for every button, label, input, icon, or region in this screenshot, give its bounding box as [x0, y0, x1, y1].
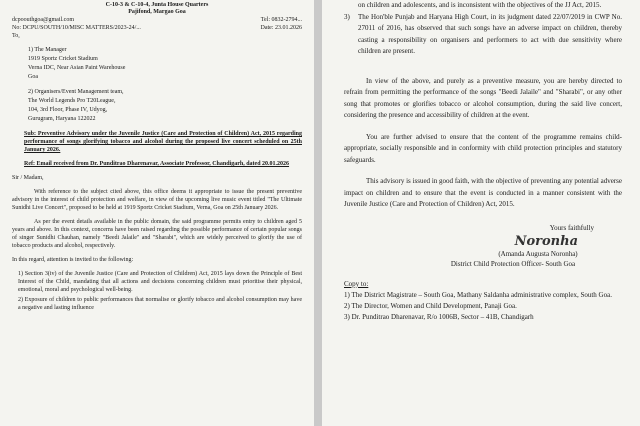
paragraph-advice: You are further advised to ensure that the content of the programme remains child-appropriate, socially responsible and in conformity with child protection principles and statutory safeguards. [344, 132, 622, 164]
addressee-line: Goa [28, 74, 38, 80]
continued-text: on children and adolescents, and is inconsistent with the objectives of the JJ Act, 2015. [358, 1, 602, 9]
reference-number: No: DCPU/SOUTH/10/MISC MATTERS/2023-24/... [12, 25, 141, 31]
letter-date: Date: 23.01.2026 [260, 25, 302, 31]
signatory-name: (Amanda Augusta Noronha) [498, 249, 578, 258]
paragraph-intro: With reference to the subject cited above, this office deems it appropriate to issue the present preventive advisory in the interest of child protection and welfare, in view of the upcoming live music event titled "The Ultimate Sunidhi Live Concert", proposed to be held at 1919 Sportz Cricket Stadium, Verna, Goa on 25th January 2026. [12, 189, 302, 211]
paragraph-attention: In this regard, attention is invited to the following: [12, 257, 134, 263]
list-number: 3) [344, 12, 350, 21]
list-text: The Hon'ble Punjab and Haryana High Court, in its judgment dated 22/07/2019 in CWP No. 27011 of 2016, has observed that such songs have an adverse impact on children, thereby casting a responsibility on organisers and performers to act with due sensitivity where children are present. [358, 12, 622, 55]
letter-page-left [0, 0, 314, 426]
page-gutter [314, 0, 322, 426]
copy-recipient: 1) The District Magistrate – South Goa, Mathany Saldanha administrative complex, South Goa. [344, 290, 612, 299]
closing: Yours faithfully [549, 223, 594, 232]
subject-line: Sub: Preventive Advisory under the Juvenile Justice (Care and Protection of Children) Act, 2015 regarding performance of songs glorifying tobacco and alcohol during the proposed live concert scheduled on 25th January 2026. [24, 131, 302, 153]
reference-line: Ref: Email received from Dr. Punditrao Dharenavar, Associate Professor, Chandigarh, dated 20.01.2026 [24, 161, 290, 167]
office-email: dcpoouthgoa@gmail.com [12, 17, 75, 23]
addressee-line: 2) Organisers/Event Management team, [28, 89, 124, 95]
copy-to-section [344, 279, 622, 323]
addressee-organisers [28, 88, 302, 124]
addressee-line: Gurugram, Haryana 122022 [28, 116, 96, 122]
addressee-line: 1919 Sportz Cricket Stadium [28, 56, 98, 62]
list-item-high-court [344, 12, 622, 58]
salutation: Sir / Madam, [12, 175, 44, 181]
addressee-line: The World Legends Pro T20League, [28, 98, 116, 104]
office-city-line: Pajifond, Margao Goa [128, 9, 186, 15]
handwritten-signature: Noronha [514, 233, 578, 249]
paragraph-good-faith: This advisory is issued in good faith, with the objective of preventing any potential adverse impact on children and to ensure that the event is conducted in a manner consistent with the Juvenile Justice (Care and Protection of Children) Act, 2015. [344, 177, 622, 208]
office-address-line: C-10-3 & C-10-4, Junta House Quarters [105, 2, 209, 8]
copy-recipient: 3) Dr. Punditrao Dharenavar, R/o 1006B, Sector – 41B, Chandigarh [344, 312, 534, 321]
addressee-manager [28, 46, 302, 82]
list-item-exposure: 2) Exposure of children to public performances that normalise or glorify tobacco and alcohol consumption may have a negative and lasting influence [18, 297, 302, 311]
to-label: To, [12, 33, 20, 39]
office-phone: Tel: 0832-2794... [260, 17, 302, 23]
signatory-title: District Child Protection Officer- South Goa [450, 259, 576, 268]
paragraph-directive: In view of the above, and purely as a preventive measure, you are hereby directed to refrain from permitting the performance of the songs "Beedi Jalaile" and "Sharabi", or any other song that promotes or glorifies tobacco or alcohol consumption, during the said live concert, considering the presence and accessibility of children at the event. [344, 76, 622, 119]
copy-recipient: 2) The Director, Women and Child Development, Panaji Goa. [344, 301, 517, 310]
paragraph-event-details: As per the event details available in the public domain, the said programme permits entry to children aged 5 years and above. In this context, concerns have been raised regarding the possible performance of certain popular songs of singer Sunidhi Chauhan, namely "Beedi Jalaile" and "Sharabi", which are widely perceived to glorify the use of tobacco products and alcohol, respectively. [12, 219, 302, 249]
copy-to-label: Copy to: [344, 279, 369, 288]
signature-block [344, 223, 622, 269]
addressee-line: Verna IDC, Near Asian Paint Warehouse [28, 65, 126, 71]
letter-page-right [322, 0, 640, 426]
list-item-section: 1) Section 3(iv) of the Juvenile Justice (Care and Protection of Children) Act, 2015 lays down the Principle of Best Interest of the Child, mandating that all actions and decisions concerning children must prioritise their physical, emotional, moral and psychological well-being. [18, 271, 302, 293]
addressee-line: 104, 3rd Floor, Phase IV, Udyog, [28, 107, 108, 113]
addressee-line: 1) The Manager [28, 47, 67, 53]
